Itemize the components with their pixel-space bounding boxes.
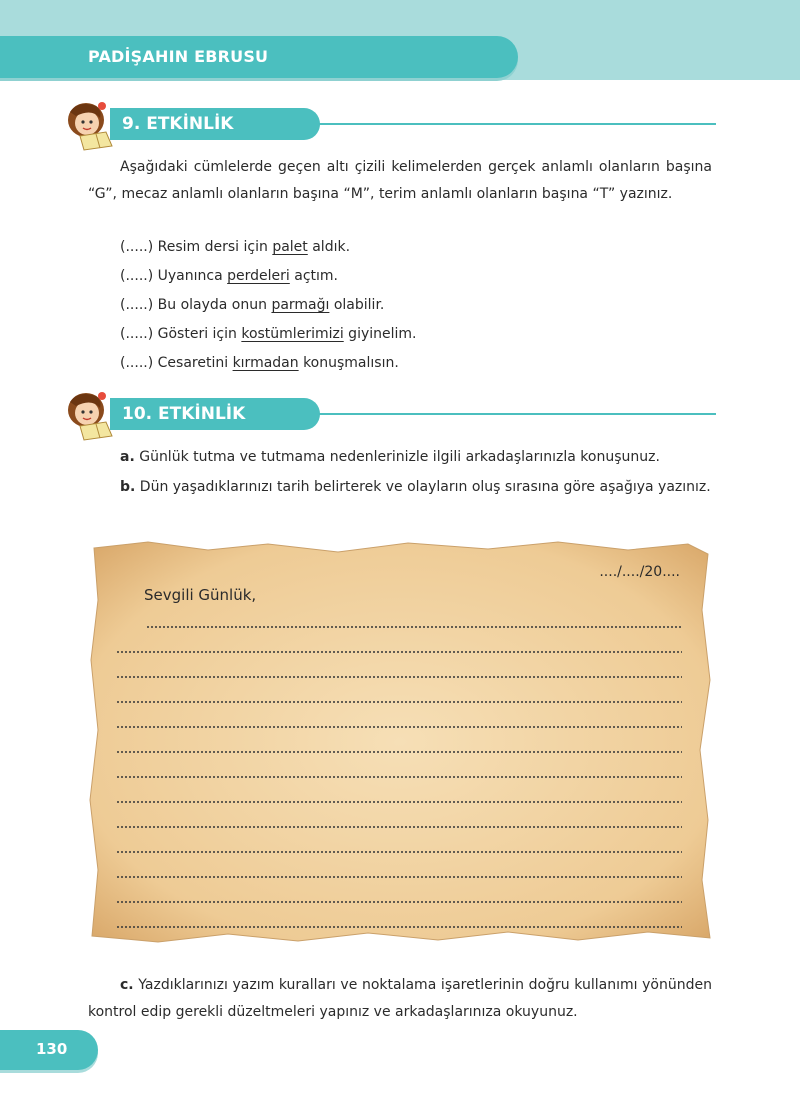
section-rule <box>256 413 716 415</box>
sentence-text: açtım. <box>289 268 338 284</box>
diary-greeting: Sevgili Günlük, <box>144 586 257 604</box>
answer-blank[interactable]: (.....) <box>120 239 154 255</box>
underlined-word: perdeleri <box>227 268 290 284</box>
activity-9-items <box>120 234 417 379</box>
list-item <box>120 321 417 350</box>
sentence-text: konuşmalısın. <box>298 355 399 371</box>
section-rule <box>256 123 716 125</box>
writing-line[interactable] <box>116 726 682 728</box>
writing-line[interactable] <box>116 851 682 853</box>
activity-10-part-b <box>88 474 712 501</box>
list-item <box>120 350 417 379</box>
part-c-label: c. <box>120 977 134 993</box>
diary-paper <box>88 540 712 944</box>
writing-line[interactable] <box>116 901 682 903</box>
girl-reading-icon <box>56 96 122 152</box>
list-item <box>120 263 417 292</box>
writing-line[interactable] <box>146 626 682 628</box>
underlined-word: parmağı <box>271 297 330 313</box>
underlined-word: kırmadan <box>232 355 299 371</box>
section-pill <box>110 398 320 430</box>
writing-line[interactable] <box>116 776 682 778</box>
sentence-text: Bu olayda onun <box>153 297 272 313</box>
writing-line[interactable] <box>116 651 682 653</box>
sentence-text: olabilir. <box>329 297 385 313</box>
sentence-text: Cesaretini <box>153 355 233 371</box>
part-a-text: Günlük tutma ve tutmama nedenlerinizle ilgili arkadaşlarınızla konuşunuz. <box>134 449 660 465</box>
writing-line[interactable] <box>116 676 682 678</box>
answer-blank[interactable]: (.....) <box>120 268 154 284</box>
sentence-text: aldık. <box>307 239 351 255</box>
diary-date[interactable]: ..../..../20.... <box>599 564 680 580</box>
writing-line[interactable] <box>116 701 682 703</box>
header-tab <box>0 36 518 78</box>
part-c-text: Yazdıklarınızı yazım kuralları ve noktalama işaretlerinin doğru kullanımı yönünden kontrol edip gerekli düzeltmeleri yapınız ve arkadaşlarınıza okuyunuz. <box>88 977 712 1020</box>
sentence-text: Gösteri için <box>153 326 242 342</box>
writing-line[interactable] <box>116 826 682 828</box>
writing-line[interactable] <box>116 926 682 928</box>
writing-line[interactable] <box>116 876 682 878</box>
list-item <box>120 292 417 321</box>
underlined-word: palet <box>272 239 308 255</box>
section-pill <box>110 108 320 140</box>
page-number-tab <box>0 1030 98 1070</box>
activity-10-part-c <box>88 972 712 1026</box>
part-a-label: a. <box>120 449 135 465</box>
activity-9-instruction: Aşağıdaki cümlelerde geçen altı çizili kelimelerden gerçek anlamlı olanların başına “G”, mecaz anlamlı olanların başına “M”, terim anlamlı olanların başına “T” yazınız. <box>88 159 712 202</box>
girl-reading-icon <box>56 386 122 442</box>
page-number: 130 <box>36 1040 68 1058</box>
writing-line[interactable] <box>116 801 682 803</box>
sentence-text: Uyanınca <box>153 268 228 284</box>
part-b-text: Dün yaşadıklarınızı tarih belirterek ve olayların oluş sırasına göre aşağıya yazınız. <box>135 479 711 495</box>
header-title: PADİŞAHIN EBRUSU <box>88 47 269 66</box>
answer-blank[interactable]: (.....) <box>120 355 154 371</box>
writing-line[interactable] <box>116 751 682 753</box>
answer-blank[interactable]: (.....) <box>120 297 154 313</box>
underlined-word: kostümlerimizi <box>241 326 344 342</box>
activity-10-header <box>56 392 716 438</box>
activity-9-header <box>56 102 716 148</box>
list-item <box>120 234 417 263</box>
answer-blank[interactable]: (.....) <box>120 326 154 342</box>
sentence-text: giyinelim. <box>343 326 417 342</box>
activity-10-title: 10. ETKİNLİK <box>122 404 246 424</box>
sentence-text: Resim dersi için <box>153 239 273 255</box>
activity-10-part-a <box>88 444 712 471</box>
activity-9-title: 9. ETKİNLİK <box>122 114 234 134</box>
part-b-label: b. <box>120 479 136 495</box>
